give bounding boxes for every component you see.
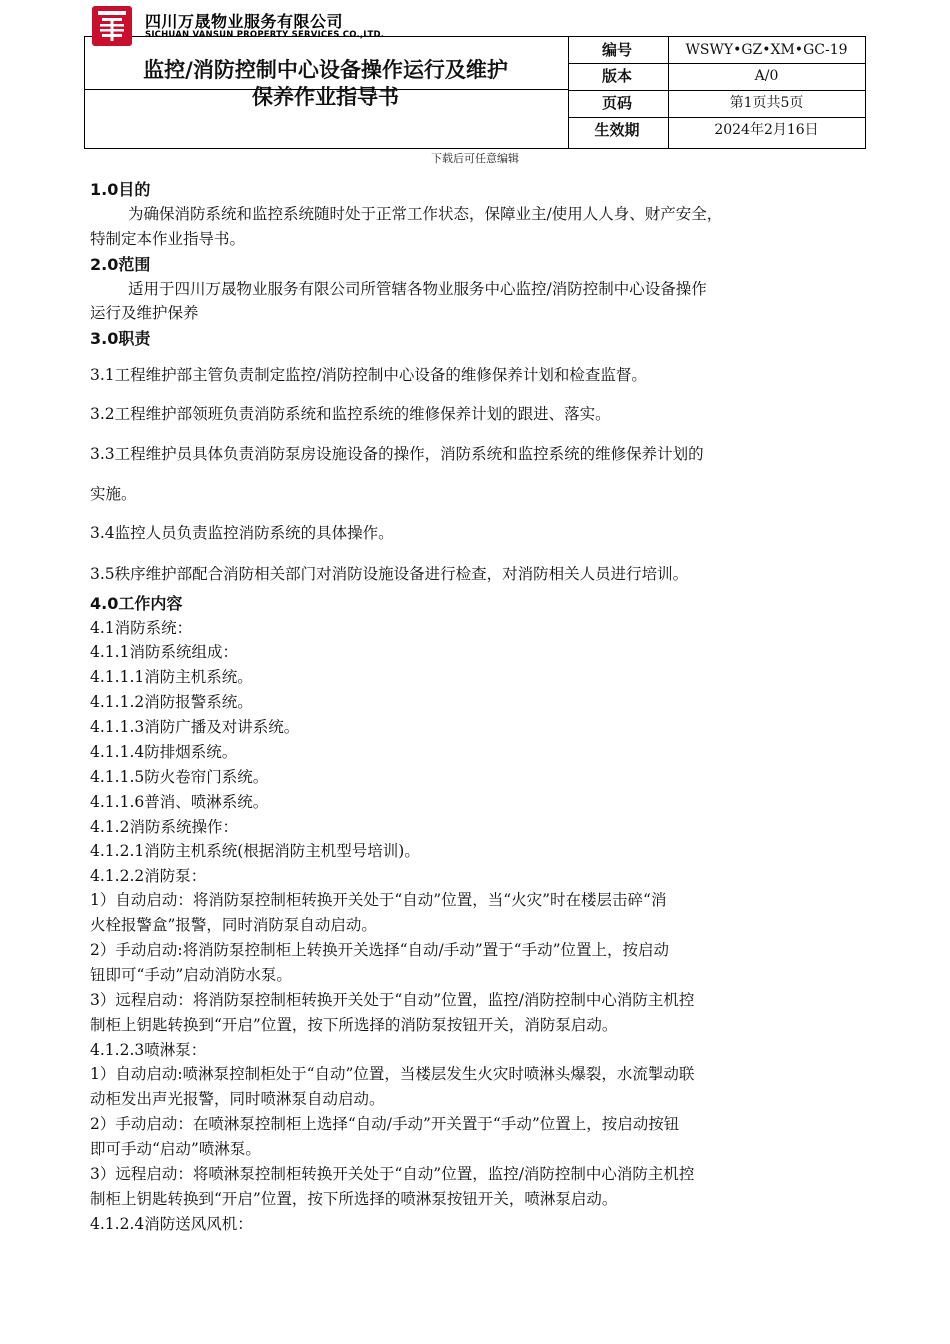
paragraph-line: 4.1.2.4消防送风风机： (90, 1215, 253, 1233)
meta-value: A/0 (754, 68, 779, 84)
paragraph-line: 4.1.2.3喷淋泵： (90, 1041, 207, 1059)
meta-label: 生效期 (594, 121, 640, 139)
company-name-cn: 四川万晟物业服务有限公司 (145, 12, 344, 31)
meta-value: 2024年2月16日 (714, 122, 819, 138)
section-heading: 3.0职责 (90, 329, 151, 348)
paragraph-line: 3）远程启动：将喷淋泵控制柜转换开关处于“自动”位置，监控/消防控制中心消防主机控 (90, 1165, 695, 1183)
paragraph-line: 适用于四川万晟物业服务有限公司所管辖各物业服务中心监控/消防控制中心设备操作 (128, 280, 707, 298)
paragraph-line: 2）手动启动：在喷淋泵控制柜上选择“自动/手动”开关置于“手动”位置上，按启动按钮 (90, 1115, 680, 1133)
meta-label: 页码 (601, 94, 632, 112)
paragraph-line: 制柜上钥匙转换到“开启”位置，按下所选择的消防泵按钮开关，消防泵启动。 (90, 1016, 618, 1034)
paragraph-line: 3.1工程维护部主管负责制定监控/消防控制中心设备的维修保养计划和检查监督。 (90, 366, 647, 384)
paragraph-line: 动柜发出声光报警，同时喷淋泵自动启动。 (90, 1090, 385, 1108)
paragraph-line: 4.1.1.1消防主机系统。 (90, 668, 253, 686)
meta-value: 第1页共5页 (729, 95, 804, 111)
paragraph-line: 4.1.2消防系统操作： (90, 818, 238, 836)
paragraph-line: 1）自动启动：将消防泵控制柜转换开关处于“自动”位置，当“火灾”时在楼层击碎“消 (90, 891, 667, 909)
paragraph-line: 运行及维护保养 (90, 304, 199, 322)
paragraph-line: 即可手动“启动”喷淋泵。 (90, 1140, 261, 1158)
document-title (84, 57, 567, 111)
paragraph-line: 为确保消防系统和监控系统随时处于正常工作状态，保障业主/使用人人身、财产安全， (128, 205, 723, 223)
paragraph-line: 4.1.1.6普消、喷淋系统。 (90, 793, 269, 811)
meta-value: WSWY•GZ•XM•GC-19 (685, 42, 848, 58)
paragraph-line: 实施。 (90, 485, 137, 503)
paragraph-line: 4.1.2.2消防泵： (90, 867, 207, 885)
paragraph-line: 3.2工程维护部领班负责消防系统和监控系统的维修保养计划的跟进、落实。 (90, 405, 611, 423)
paragraph-line: 2）手动启动:将消防泵控制柜上转换开关选择“自动/手动”置于“手动”位置上，按启动 (90, 941, 670, 959)
paragraph-line: 3.3工程维护员具体负责消防泵房设施设备的操作，消防系统和监控系统的维修保养计划的 (90, 445, 704, 463)
meta-label: 版本 (601, 67, 632, 85)
company-name-en: SICHUAN VANSUN PROPERTY SERVICES CO.,LTD. (145, 30, 385, 40)
paragraph-line: 3）远程启动：将消防泵控制柜转换开关处于“自动”位置，监控/消防控制中心消防主机控 (90, 991, 695, 1009)
paragraph-line: 3.5秩序维护部配合消防相关部门对消防设施设备进行检查，对消防相关人员进行培训。 (90, 565, 689, 583)
paragraph-line: 制柜上钥匙转换到“开启”位置，按下所选择的喷淋泵按钮开关，喷淋泵启动。 (90, 1190, 618, 1208)
vansun-logo-icon (92, 6, 132, 46)
paragraph-line: 火栓报警盒”报警，同时消防泵自动启动。 (90, 916, 377, 934)
paragraph-line: 4.1.1.5防火卷帘门系统。 (90, 768, 269, 786)
document-title-line: 保养作业指导书 (252, 85, 399, 109)
paragraph-line: 4.1.1.4防排烟系统。 (90, 743, 238, 761)
paragraph-line: 4.1消防系统： (90, 619, 193, 637)
section-heading: 4.0工作内容 (90, 594, 183, 613)
section-heading: 2.0范围 (90, 255, 151, 274)
paragraph-line: 1）自动启动:喷淋泵控制柜处于“自动”位置，当楼层发生火灾时喷淋头爆裂，水流掣动联 (90, 1065, 695, 1083)
paragraph-line: 4.1.1.3消防广播及对讲系统。 (90, 718, 300, 736)
paragraph-line: 4.1.1消防系统组成： (90, 643, 238, 661)
document-title-line: 监控/消防控制中心设备操作运行及维护 (143, 58, 508, 82)
paragraph-line: 钮即可“手动”启动消防水泵。 (90, 966, 292, 984)
editable-note: 下载后可任意编辑 (431, 152, 519, 165)
paragraph-line: 4.1.2.1消防主机系统(根据消防主机型号培训)。 (90, 842, 420, 860)
paragraph-line: 4.1.1.2消防报警系统。 (90, 693, 253, 711)
paragraph-line: 特制定本作业指导书。 (90, 230, 246, 248)
section-heading: 1.0目的 (90, 180, 151, 199)
meta-label: 编号 (601, 41, 632, 59)
paragraph-line: 3.4监控人员负责监控消防系统的具体操作。 (90, 524, 394, 542)
